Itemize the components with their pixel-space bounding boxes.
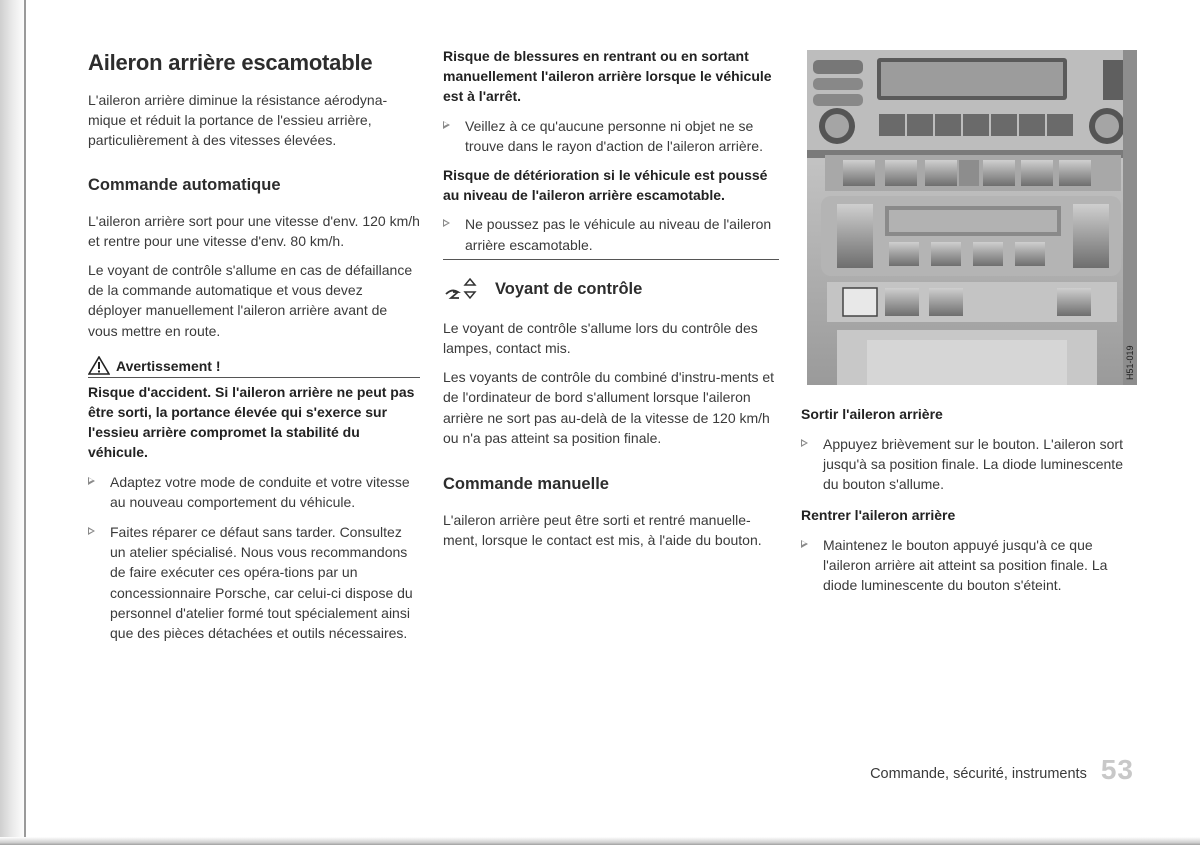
risk-injury-text: Risque de blessures en rentrant ou en sortant manuellement l'aileron arrière lorsque le véhicule est à l'arrêt.: [443, 48, 772, 105]
section-rule: [443, 259, 779, 260]
warning-text: Risque d'accident. Si l'aileron arrière ne peut pas être sorti, la portance élevée qui s'exerce sur l'essieu arrière compromet la stabilité du véhicule.: [88, 383, 415, 461]
voyant-heading: Voyant de contrôle: [495, 279, 643, 298]
sortir-heading: Sortir l'aileron arrière: [801, 406, 943, 422]
bullet-text: Faites réparer ce défaut sans tarder. Consultez un atelier spécialisé. Nous vous recommandons de faire exécuter ces opéra-tions par un concessionnaire Porsche, car celui-ci dispose du personnel d'atelier formé tout spécialement ainsi que des pièces détachées et outils nécessaires.: [110, 524, 413, 642]
photo-code: H51-019: [1125, 345, 1135, 380]
bullet-text: Appuyez brièvement sur le bouton. L'aileron sort jusqu'à sa position finale. La diode luminescente du bouton s'allume.: [823, 436, 1123, 493]
page-number: 53: [1100, 754, 1134, 785]
warning-bullet-1: [88, 472, 420, 512]
column-right: [801, 404, 1131, 595]
warning-label: Avertissement !: [116, 357, 221, 374]
bullet-triangle-icon: [801, 540, 808, 548]
bullet-triangle-icon: [801, 439, 808, 447]
bullet-triangle-icon: [88, 477, 95, 485]
warning-rule: [88, 377, 420, 378]
bullet-text: Maintenez le bouton appuyé jusqu'à ce que l'aileron arrière ait atteint sa position finale. La diode luminescente du bouton s'éteint.: [823, 536, 1108, 594]
console-photo: [807, 50, 1137, 385]
page-bottom-edge: [0, 837, 1200, 845]
risk-damage-text: Risque de détérioration si le véhicule est poussé au niveau de l'aileron arrière escamotable.: [443, 167, 768, 204]
column-middle: [443, 46, 779, 550]
risk-injury-bullet: [443, 116, 779, 156]
risk-damage-bullet: [443, 214, 779, 254]
warning-header: [88, 355, 420, 377]
manual-paragraph: L'aileron arrière peut être sorti et rentré manuelle-ment, lorsque le contact est mis, à l'aide du bouton.: [443, 512, 762, 549]
bullet-text: Ne poussez pas le véhicule au niveau de l'aileron arrière escamotable.: [465, 216, 772, 253]
auto-paragraph-2: Le voyant de contrôle s'allume en cas de défaillance de la commande automatique et vous devez déployer manuellement l'aileron arrière avant de vous mettre en route.: [88, 262, 413, 339]
bullet-triangle-icon: [443, 121, 450, 129]
rentrer-bullet: [801, 535, 1131, 596]
warning-bullet-2: [88, 522, 420, 643]
auto-paragraph-1: L'aileron arrière sort pour une vitesse d'env. 120 km/h et rentre pour une vitesse d'env. 80 km/h.: [88, 212, 420, 249]
page-footer: [870, 754, 1134, 786]
sortir-bullet: [801, 434, 1131, 495]
warning-triangle-icon: [88, 356, 110, 375]
spoiler-warning-icon: [443, 274, 481, 304]
page-title: Aileron arrière escamotable: [88, 50, 373, 75]
footer-section: Commande, sécurité, instruments: [870, 766, 1087, 782]
column-left: [88, 50, 420, 643]
bullet-triangle-icon: [443, 219, 450, 227]
page-binding-shadow: [0, 0, 26, 845]
bullet-triangle-icon: [88, 527, 95, 535]
voyant-header: [443, 274, 779, 304]
page-binding-line: [24, 0, 26, 845]
intro-paragraph: L'aileron arrière diminue la résistance aérodyna-mique et réduit la portance de l'essieu arrière, particulièrement à des vitesses élevées.: [88, 92, 388, 149]
bullet-text: Veillez à ce qu'aucune personne ni objet ne se trouve dans le rayon d'action de l'aileron arrière.: [465, 117, 763, 154]
auto-heading: Commande automatique: [88, 175, 281, 194]
voyant-paragraph-1: Le voyant de contrôle s'allume lors du contrôle des lampes, contact mis.: [443, 319, 758, 357]
manual-heading: Commande manuelle: [443, 475, 609, 494]
voyant-paragraph-2: Les voyants de contrôle du combiné d'instru-ments et de l'ordinateur de bord s'allument lorsque l'aileron arrière ne sort pas au-delà de la vitesse de 120 km/h ou n'a pas atteint sa position finale.: [443, 369, 775, 446]
bullet-text: Adaptez votre mode de conduite et votre vitesse au nouveau comportement du véhicule.: [110, 473, 410, 510]
rentrer-heading: Rentrer l'aileron arrière: [801, 506, 956, 523]
